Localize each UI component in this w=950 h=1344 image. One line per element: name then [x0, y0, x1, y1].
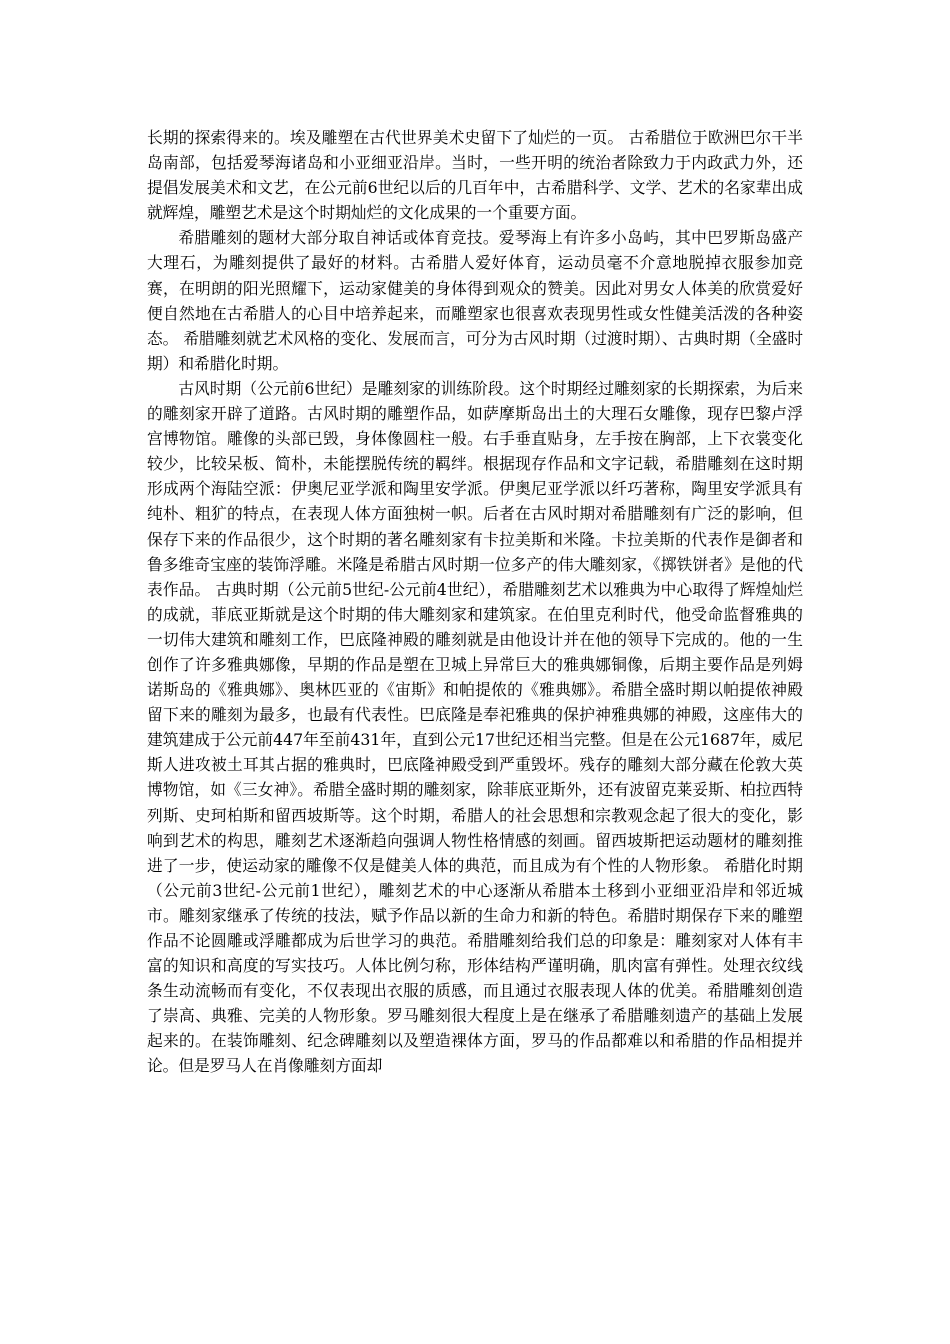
- document-body: [147, 125, 803, 1079]
- paragraph-continuation: 长期的探索得来的。埃及雕塑在古代世界美术史留下了灿烂的一页。 古希腊位于欧洲巴尔干半岛南部，包括爱琴海诸岛和小亚细亚沿岸。当时，一些开明的统治者除致力于内政武力外，还提倡发展美术和文艺，在公元前6世纪以后的几百年中，古希腊科学、文学、艺术的名家辈出成就辉煌，雕塑艺术是这个时期灿烂的文化成果的一个重要方面。: [147, 128, 803, 223]
- paragraph-periods: 古风时期（公元前6世纪）是雕刻家的训练阶段。这个时期经过雕刻家的长期探索，为后来的雕刻家开辟了道路。古风时期的雕塑作品，如萨摩斯岛出土的大理石女雕像，现存巴黎卢浮宫博物馆。雕像的头部已毁，身体像圆柱一般。右手垂直贴身，左手按在胸部，上下衣裳变化较少，比较呆板、简朴，未能摆脱传统的羁绊。根据现存作品和文字记载，希腊雕刻在这时期形成两个海陆空派：伊奥尼亚学派和陶里安学派。伊奥尼亚学派以纤巧著称，陶里安学派具有纯朴、粗犷的特点，在表现人体方面独树一帜。后者在古风时期对希腊雕刻有广泛的影响，但保存下来的作品很少，这个时期的著名雕刻家有卡拉美斯和米隆。卡拉美斯的代表作是御者和鲁多维奇宝座的装饰浮雕。米隆是希腊古风时期一位多产的伟大雕刻家，《掷铁饼者》是他的代表作品。 古典时期（公元前5世纪-公元前4世纪），希腊雕刻艺术以雅典为中心取得了辉煌灿烂的成就，菲底亚斯就是这个时期的伟大雕刻家和建筑家。在伯里克利时代，他受命监督雅典的一切伟大建筑和雕刻工作，巴底隆神殿的雕刻就是由他设计并在他的领导下完成的。他的一生创作了许多雅典娜像，早期的作品是塑在卫城上异常巨大的雅典娜铜像，后期主要作品是列姆诺斯岛的《雅典娜》、奥林匹亚的《宙斯》和帕提侬的《雅典娜》。希腊全盛时期以帕提侬神殿留下来的雕刻为最多，也最有代表性。巴底隆是奉祀雅典的保护神雅典娜的神殿，这座伟大的建筑建成于公元前447年至前431年，直到公元17世纪还相当完整。但是在公元1687年，威尼斯人进攻被土耳其占据的雅典时，巴底隆神殿受到严重毁坏。残存的雕刻大部分藏在伦敦大英博物馆，如《三女神》。希腊全盛时期的雕刻家，除菲底亚斯外，还有波留克莱妥斯、柏拉西特列斯、史珂柏斯和留西坡斯等。这个时期，希腊人的社会思想和宗教观念起了很大的变化，影响到艺术的构思，雕刻艺术逐渐趋向强调人物性格情感的刻画。留西坡斯把运动题材的雕刻推进了一步，使运动家的雕像不仅是健美人体的典范，而且成为有个性的人物形象。 希腊化时期（公元前3世纪-公元前1世纪），雕刻艺术的中心逐渐从希腊本土移到小亚细亚沿岸和邻近城市。雕刻家继承了传统的技法，赋予作品以新的生命力和新的特色。希腊时期保存下来的雕塑作品不论圆雕或浮雕都成为后世学习的典范。希腊雕刻给我们总的印象是：雕刻家对人体有丰富的知识和高度的写实技巧。人体比例匀称，形体结构严谨明确，肌肉富有弹性。处理衣纹线条生动流畅而有变化，不仅表现出衣服的质感，而且通过衣服表现人体的优美。希腊雕刻创造了崇高、典雅、完美的人物形象。罗马雕刻很大程度上是在继承了希腊雕刻遗产的基础上发展起来的。在装饰雕刻、纪念碑雕刻以及塑造裸体方面，罗马的作品都难以和希腊的作品相提并论。但是罗马人在肖像雕刻方面却: [147, 378, 803, 1076]
- paragraph-subject-matter: 希腊雕刻的题材大部分取自神话或体育竞技。爱琴海上有许多小岛屿，其中巴罗斯岛盛产大理石，为雕刻提供了最好的材料。古希腊人爱好体育，运动员毫不介意地脱掉衣服参加竞赛，在明朗的阳光照耀下，运动家健美的身体得到观众的赞美。因此对男女人体美的欣赏爱好便自然地在古希腊人的心目中培养起来，而雕塑家也很喜欢表现男性或女性健美活泼的各种姿态。 希腊雕刻就艺术风格的变化、发展而言，可分为古风时期（过渡时期）、古典时期（全盛时期）和希腊化时期。: [147, 228, 804, 373]
